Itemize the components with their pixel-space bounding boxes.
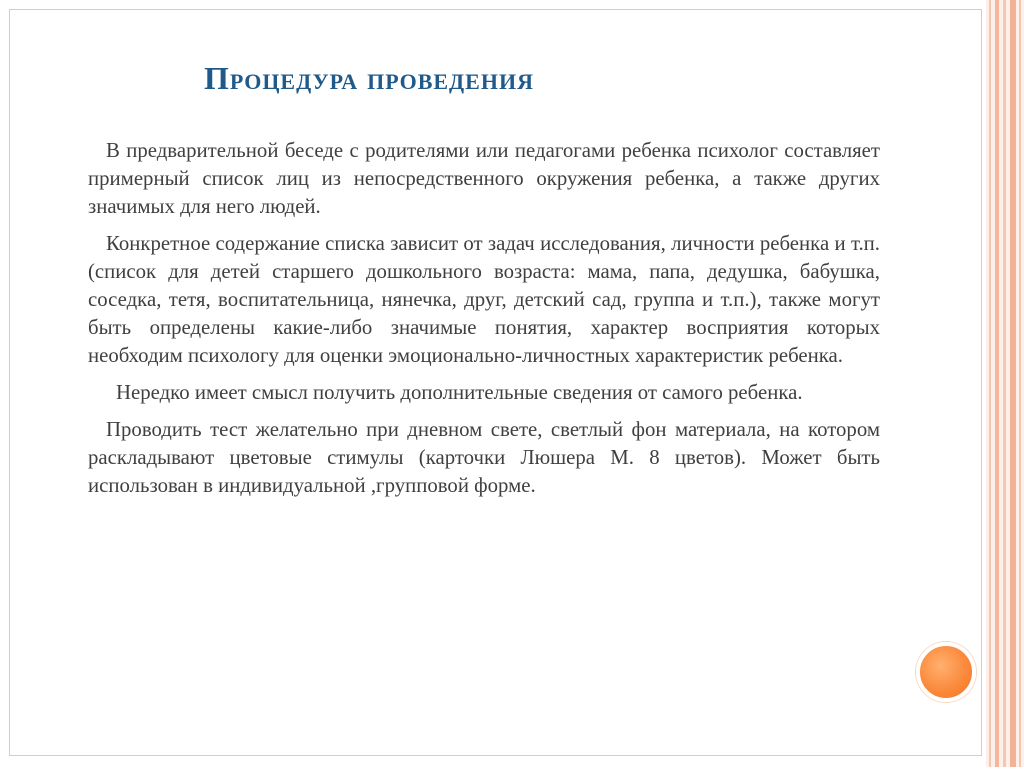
slide-body — [88, 137, 880, 509]
decorative-circle-icon — [916, 642, 976, 702]
paragraph: Проводить тест желательно при дневном свете, светлый фон материала, на котором раскладывают цветовые стимулы (карточки Люшера М. 8 цветов). Может быть использован в индивидуальной ,групповой форме. — [88, 418, 880, 497]
slide-title: Процедура проведения — [204, 60, 534, 96]
stripe — [1010, 0, 1016, 767]
stripe — [995, 0, 999, 767]
paragraph: Конкретное содержание списка зависит от задач исследования, личности ребенка и т.п. (список для детей старшего дошкольного возраста: мама, папа, дедушка, бабушка, соседка, тетя, воспитательница, нянечка, друг, детский сад, группа и т.п.), также могут быть определены какие-либо значимые понятия, характер восприятия которых необходим психологу для оценки эмоционально-личностных характеристик ребенка. — [88, 232, 880, 367]
stripe — [1019, 0, 1021, 767]
stripe — [989, 0, 991, 767]
paragraph: Нередко имеет смысл получить дополнительные сведения от самого ребенка. — [116, 381, 803, 404]
stripe — [1003, 0, 1006, 767]
paragraph: В предварительной беседе с родителями или педагогами ребенка психолог составляет примерный список лиц из непосредственного окружения ребенка, а также других значимых для него людей. — [88, 139, 880, 218]
decorative-stripes — [986, 0, 1024, 767]
